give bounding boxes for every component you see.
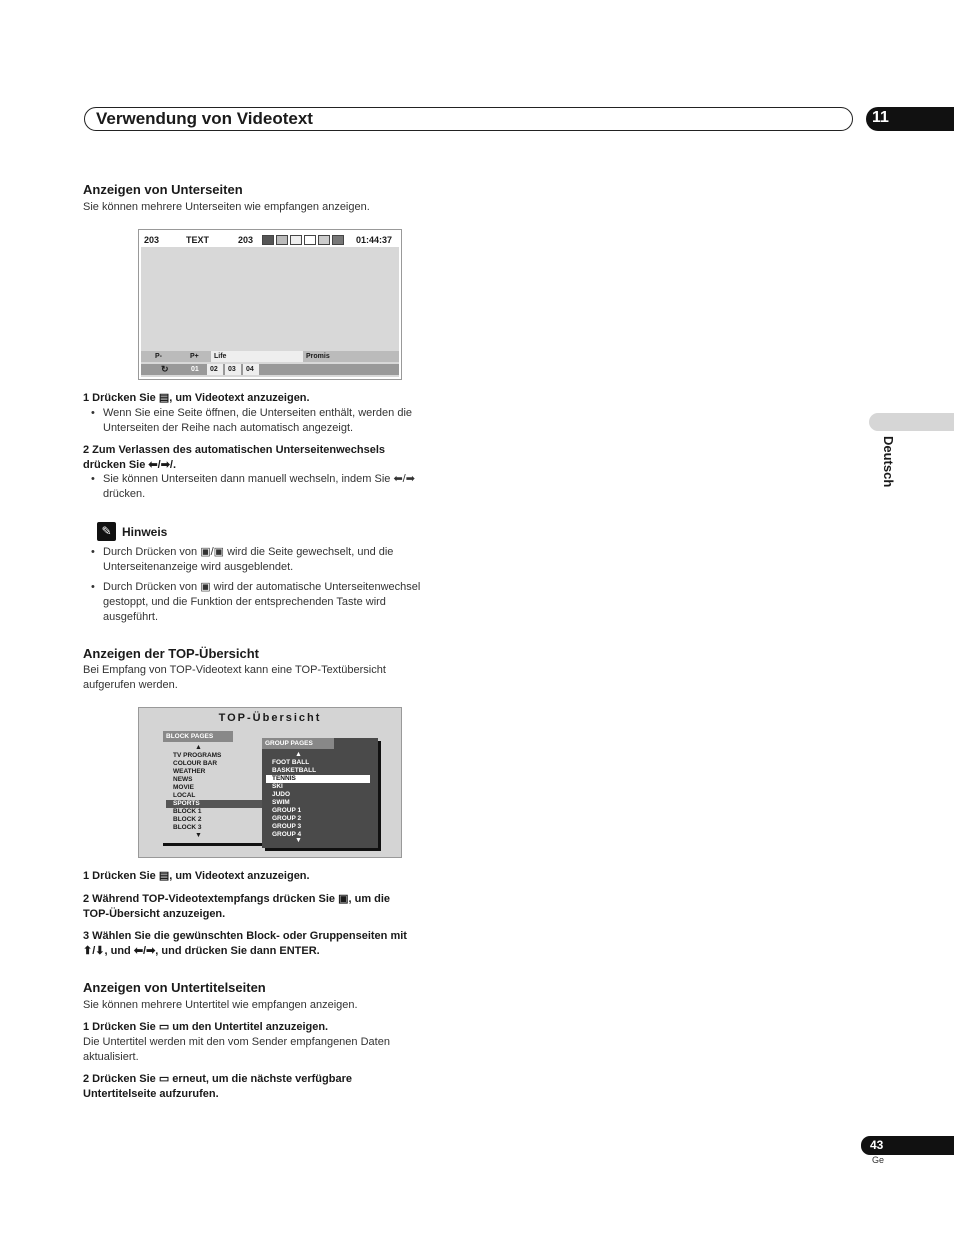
list-item: TV PROGRAMS [173, 752, 222, 759]
list-item: BLOCK 3 [173, 824, 202, 831]
scroll-up-icon: ▲ [295, 751, 302, 758]
section-intro-line: aufgerufen werden. [83, 679, 178, 691]
clock-time: 01:44:37 [356, 235, 393, 245]
page-number-left: 203 [144, 235, 160, 245]
step-2: 2 Zum Verlassen des automatischen Unterseitenwechsels [83, 444, 386, 456]
step-1-text: Die Untertitel werden mit den vom Sender empfangenen Daten [83, 1036, 390, 1048]
language-code: Ge [872, 1155, 885, 1165]
step-3-cont: ⬆/⬇, und ⬅/➡, und drücken Sie dann ENTER. [83, 945, 320, 957]
scroll-up-icon: ▲ [195, 744, 202, 751]
note-icon: ✎ [97, 522, 116, 541]
subpage-item: 02 [210, 366, 218, 373]
step-1: 1 Drücken Sie ▤, um Videotext anzuzeigen. [83, 392, 310, 404]
figure-title: TOP-Übersicht [218, 712, 322, 724]
step-2: 2 Während TOP-Videotextempfangs drücken Sie ▣, um die [83, 893, 391, 905]
step-1: 1 Drücken Sie ▤, um Videotext anzuzeigen. [83, 870, 310, 882]
promis-label: Promis [306, 353, 330, 360]
step-3: 3 Wählen Sie die gewünschten Block- oder Gruppenseiten mit [83, 930, 407, 942]
chapter-number: 11 [872, 109, 889, 126]
color-swatch [262, 235, 274, 245]
list-item: FOOT BALL [272, 759, 310, 766]
list-item-selected: SPORTS [173, 800, 200, 807]
language-label: Deutsch [881, 436, 896, 488]
list-item: GROUP 1 [272, 807, 302, 814]
teletext-subpage-figure [138, 229, 402, 380]
list-item: GROUP 3 [272, 823, 302, 830]
cycle-icon: ↻ [161, 364, 169, 374]
top-overview-figure [138, 707, 402, 858]
mode-label: TEXT [186, 235, 210, 245]
list-item: NEWS [173, 776, 193, 783]
step-1-text: aktualisiert. [83, 1051, 139, 1063]
step-2-cont: drücken Sie ⬅/➡/. [83, 459, 177, 471]
p-plus-label: P+ [190, 353, 199, 360]
color-swatch [276, 235, 288, 245]
list-item: MOVIE [173, 784, 194, 791]
group-pages-header: GROUP PAGES [262, 738, 334, 749]
step-2-cont: TOP-Übersicht anzuzeigen. [83, 908, 226, 920]
life-label: Life [214, 353, 227, 360]
subpage-item: 04 [246, 366, 254, 373]
step-2: 2 Drücken Sie ▭ erneut, um die nächste verfügbare [83, 1073, 352, 1085]
bullet-item: • Sie können Unterseiten dann manuell wechseln, indem Sie ⬅/➡ drücken. [91, 473, 415, 500]
page-title: Verwendung von Videotext [96, 109, 313, 128]
bullet-item: • Wenn Sie eine Seite öffnen, die Unterseiten enthält, werden die Unterseiten der Reihe nach automatisch angezeigt. [91, 407, 413, 434]
page-number-badge [861, 1136, 954, 1155]
p-minus-label: P- [155, 353, 162, 360]
list-item: LOCAL [173, 792, 196, 799]
list-item-selected: TENNIS [272, 775, 296, 782]
color-swatch [318, 235, 330, 245]
list-item: BLOCK 1 [173, 808, 202, 815]
block-pages-panel [163, 731, 273, 846]
teletext-screen [141, 232, 399, 377]
chapter-title-bar [84, 107, 853, 131]
group-pages-panel [262, 738, 378, 848]
list-item: JUDO [272, 791, 291, 798]
list-item: COLOUR BAR [173, 760, 218, 767]
section-heading-subpages: Anzeigen von Unterseiten [83, 182, 243, 197]
scroll-down-icon: ▼ [295, 837, 302, 844]
color-swatch [332, 235, 344, 245]
list-item: WEATHER [173, 768, 206, 775]
hint-label: Hinweis [122, 525, 168, 539]
chapter-number-badge [866, 107, 954, 131]
page-number: 43 [870, 1138, 884, 1152]
subpage-item: 01 [191, 366, 199, 373]
list-item: BLOCK 2 [173, 816, 202, 823]
section-intro-line: Bei Empfang von TOP-Videotext kann eine TOP-Textübersicht [83, 664, 386, 676]
list-item: SWIM [272, 799, 290, 806]
list-item: GROUP 4 [272, 831, 302, 838]
step-2-cont: Untertitelseite aufzurufen. [83, 1088, 219, 1100]
list-item: GROUP 2 [272, 815, 302, 822]
color-swatch [290, 235, 302, 245]
subpage-item: 03 [228, 366, 236, 373]
section-heading-top-overview: Anzeigen der TOP-Übersicht [83, 646, 260, 661]
section-heading-subtitles: Anzeigen von Untertitelseiten [83, 980, 266, 995]
scroll-down-icon: ▼ [195, 832, 202, 839]
step-1: 1 Drücken Sie ▭ um den Untertitel anzuzeigen. [83, 1021, 329, 1033]
teletext-status-line [141, 232, 399, 247]
bullet-item: • Durch Drücken von ▣/▣ wird die Seite gewechselt, und die Unterseitenanzeige wird ausgeblendet. [91, 546, 394, 573]
color-swatch [304, 235, 316, 245]
section-intro-subtitles: Sie können mehrere Untertitel wie empfangen anzeigen. [83, 999, 358, 1011]
fastext-bar [141, 351, 399, 362]
subpage-bar [141, 364, 399, 375]
section-intro-subpages: Sie können mehrere Unterseiten wie empfangen anzeigen. [83, 201, 370, 213]
language-tab [869, 413, 954, 431]
list-item: BASKETBALL [272, 767, 317, 774]
block-pages-header: BLOCK PAGES [163, 731, 233, 742]
page-number-right: 203 [238, 235, 254, 245]
list-item: SKI [272, 783, 283, 790]
bullet-item: • Durch Drücken von ▣ wird der automatische Unterseitenwechsel gestoppt, und die Funktion der entsprechenden Taste wird ausgeführt. [91, 581, 421, 623]
